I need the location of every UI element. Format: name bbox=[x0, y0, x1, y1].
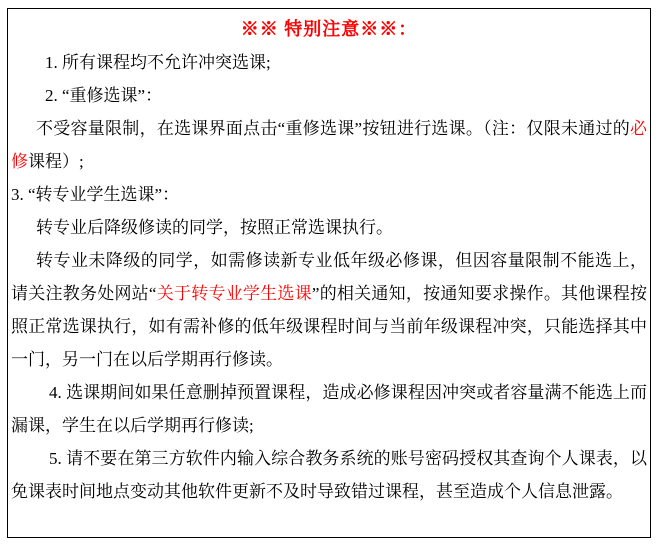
rule-2-heading: 2. “重修选课”： bbox=[45, 86, 163, 105]
rule-3-heading: 3. “转专业学生选课”： bbox=[11, 185, 180, 204]
rule-3-body-2-text-pre: 转专业未降级的同学，如需修读新专业低年级必修课，但因容量限制不能选上，请关注教务处网站“ bbox=[11, 251, 647, 303]
rule-1: 1. 所有课程均不允许冲突选课; bbox=[45, 53, 271, 72]
rule-3-body-2-text-post: ”的相关通知，按通知要求操作。其他课程按照正常选课执行，如有需补修的低年级课程时间与当前年级课程冲突，只能选择其中一门，另一门在以后学期再行修读。 bbox=[11, 284, 648, 369]
notice-title: ※※ 特别注意※※： bbox=[240, 19, 418, 39]
rule-4: 4. 选课期间如果任意删掉预置课程，造成必修课程因冲突或者容量满不能选上而漏课，学生在以后学期再行修读; bbox=[11, 383, 647, 435]
rule-2-body bbox=[11, 112, 647, 178]
rule-3-body-1: 转专业后降级修读的同学，按照正常选课执行。 bbox=[36, 218, 393, 237]
rule-5: 5. 请不要在第三方软件内输入综合教务系统的账号密码授权其查询个人课表，以免课表时间地点变动其他软件更新不及时导致错过课程，甚至造成个人信息泄露。 bbox=[11, 449, 647, 501]
rule-2-body-highlight: 必修 bbox=[11, 119, 647, 171]
rule-2-body-text-pre: 不受容量限制，在选课界面点击“重修选课”按钮进行选课。（注：仅限未通过的 bbox=[36, 119, 630, 138]
rule-2-body-text-post: 课程）; bbox=[28, 152, 84, 171]
notice-document bbox=[7, 8, 651, 538]
rule-3-body-2-highlight: 关于转专业学生选课 bbox=[156, 284, 312, 303]
rule-3-body-2 bbox=[11, 244, 647, 376]
